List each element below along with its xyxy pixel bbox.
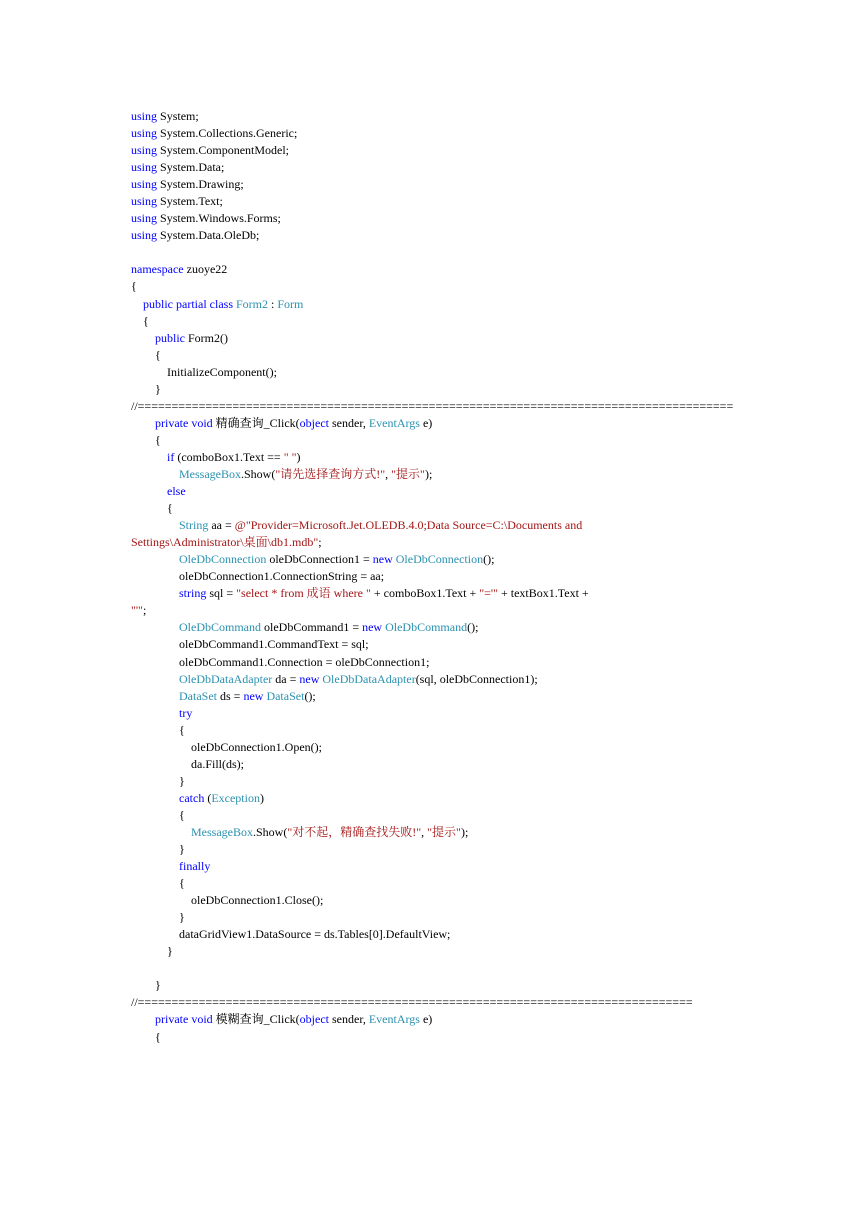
code-text: (sql, oleDbConnection1); (415, 671, 538, 686)
code-line (131, 125, 791, 142)
code-text: InitializeComponent(); (131, 364, 277, 379)
code-text: (); (467, 620, 479, 635)
code-text: oleDbCommand1.Connection = oleDbConnection1; (131, 654, 430, 669)
code-text: { (131, 313, 149, 328)
code-text: { (131, 501, 173, 516)
code-keyword: using (131, 211, 158, 226)
code-keyword: object (299, 1012, 329, 1027)
code-text: ( (204, 790, 212, 805)
code-line (131, 568, 791, 585)
code-keyword: using (131, 194, 158, 209)
code-line (131, 500, 791, 517)
code-string-literal: "select * from 成语 where " (236, 586, 371, 601)
code-text (131, 518, 179, 532)
code-text (131, 331, 155, 345)
code-type-name: EventArgs (368, 415, 420, 430)
code-text: oleDbConnection1.Open(); (131, 739, 322, 754)
code-line (131, 449, 791, 466)
code-text: ; (142, 603, 147, 618)
code-line (131, 994, 791, 1011)
code-line (131, 824, 791, 841)
code-text (131, 672, 179, 686)
code-line (131, 960, 791, 977)
code-text (131, 297, 143, 311)
code-text: sender, (329, 415, 369, 430)
code-text: System.Windows.Forms; (157, 211, 281, 226)
code-line (131, 296, 791, 313)
code-text (131, 859, 179, 873)
code-line (131, 943, 791, 960)
code-keyword: try (179, 705, 193, 720)
code-text: { (131, 876, 185, 891)
code-type-name: OleDbConnection (179, 552, 267, 567)
code-line (131, 1029, 791, 1046)
code-keyword: partial (176, 296, 207, 311)
code-type-name: DataSet (266, 688, 305, 703)
code-line (131, 551, 791, 568)
code-keyword: class (209, 296, 233, 311)
code-text: } (131, 978, 161, 993)
code-line (131, 517, 791, 534)
code-text (131, 825, 191, 839)
code-line (131, 330, 791, 347)
code-line (131, 705, 791, 722)
code-text: ) (296, 449, 301, 464)
code-line (131, 159, 791, 176)
code-keyword: if (167, 449, 175, 464)
code-keyword: using (131, 228, 158, 243)
code-text: oleDbCommand1.CommandText = sql; (131, 637, 369, 652)
code-listing (131, 108, 791, 1046)
code-text (131, 484, 167, 498)
code-keyword: new (243, 688, 264, 703)
code-type-name: OleDbCommand (385, 620, 468, 635)
code-line (131, 858, 791, 875)
code-line (131, 756, 791, 773)
code-keyword: catch (179, 790, 205, 805)
code-text: oleDbConnection1.ConnectionString = aa; (131, 569, 385, 584)
code-text: } (131, 773, 185, 788)
code-line (131, 278, 791, 295)
code-text: } (131, 910, 185, 925)
code-text: 模糊查询_Click( (212, 1012, 300, 1027)
code-text (131, 706, 179, 720)
code-string-literal: "='" (479, 586, 498, 601)
code-text: ; (318, 535, 322, 550)
code-text: //======================================================================================== (131, 398, 734, 413)
code-line (131, 347, 791, 364)
code-line (131, 1011, 791, 1028)
code-type-name: MessageBox (179, 466, 241, 481)
code-keyword: finally (179, 859, 211, 874)
code-text (131, 552, 179, 566)
code-keyword: object (299, 415, 329, 430)
code-text: } (131, 944, 173, 959)
code-line (131, 773, 791, 790)
code-text: ds = (217, 688, 244, 703)
code-string-literal: "请先选择查询方式!" (275, 466, 386, 481)
code-type-name: OleDbConnection (395, 552, 484, 567)
code-text (131, 620, 179, 634)
code-text (131, 791, 179, 805)
code-line (131, 636, 791, 653)
code-line (131, 790, 791, 807)
code-keyword: new (362, 620, 383, 635)
code-line (131, 142, 791, 159)
code-text: zuoye22 (183, 262, 228, 277)
code-string-literal: @"Provider=Microsoft.Jet.OLEDB.4.0;Data Source=C:\Documents and (234, 518, 583, 533)
code-string-literal: "提示" (391, 466, 425, 481)
code-text: oleDbConnection1 = (266, 552, 373, 567)
code-text: .Show( (241, 466, 276, 481)
code-line (131, 534, 791, 551)
code-text: + textBox1.Text + (497, 586, 589, 601)
code-line (131, 210, 791, 227)
code-text: aa = (208, 518, 235, 533)
code-keyword: namespace (131, 262, 184, 277)
code-text (131, 450, 167, 464)
code-text: e) (419, 1012, 433, 1027)
code-text (131, 1012, 155, 1026)
code-string-literal: "提示" (427, 824, 461, 839)
code-line (131, 807, 791, 824)
code-text: System.Drawing; (157, 177, 244, 192)
code-text: { (131, 1029, 161, 1044)
code-line (131, 313, 791, 330)
code-type-name: String (179, 518, 209, 533)
code-line (131, 977, 791, 994)
code-text: System.ComponentModel; (157, 143, 290, 158)
code-text: { (131, 432, 161, 447)
code-type-name: OleDbDataAdapter (179, 671, 273, 686)
code-keyword: private (155, 1012, 189, 1027)
code-text: { (131, 807, 185, 822)
code-type-name: Form2 (235, 296, 268, 311)
code-text: 精确查询_Click( (212, 415, 300, 430)
code-text: , (385, 466, 392, 481)
code-text: ); (460, 824, 469, 839)
code-text: ) (259, 790, 264, 805)
code-line (131, 585, 791, 602)
code-keyword: using (131, 126, 158, 141)
code-text: (); (483, 552, 495, 567)
code-text: oleDbCommand1 = (261, 620, 363, 635)
code-keyword: else (167, 484, 186, 499)
code-line (131, 176, 791, 193)
code-type-name: OleDbDataAdapter (322, 671, 416, 686)
code-keyword: using (131, 160, 158, 175)
code-line (131, 483, 791, 500)
code-line (131, 466, 791, 483)
code-line (131, 875, 791, 892)
code-type-name: Form (277, 296, 304, 311)
code-text: } (131, 381, 161, 396)
code-keyword: using (131, 143, 158, 158)
code-text: Form2() (185, 330, 228, 345)
code-text: ); (424, 466, 433, 481)
code-type-name: Exception (211, 790, 260, 805)
code-line (131, 654, 791, 671)
code-text: .Show( (253, 824, 288, 839)
code-text (131, 416, 155, 430)
code-line (131, 108, 791, 125)
code-text: System.Data.OleDb; (157, 228, 260, 243)
code-line (131, 244, 791, 261)
code-text: System.Collections.Generic; (157, 126, 298, 141)
code-line (131, 841, 791, 858)
code-type-name: EventArgs (368, 1012, 420, 1027)
code-text: : (268, 296, 278, 311)
code-text: e) (419, 415, 433, 430)
code-line (131, 415, 791, 432)
code-type-name: DataSet (179, 688, 217, 703)
code-text: System.Text; (157, 194, 223, 209)
code-line (131, 602, 791, 619)
code-line (131, 398, 791, 415)
code-text: { (131, 347, 161, 362)
code-text: da = (272, 671, 300, 686)
code-line (131, 671, 791, 688)
code-type-name: MessageBox (191, 824, 253, 839)
code-keyword: public (143, 296, 173, 311)
code-line (131, 193, 791, 210)
code-keyword: string (179, 586, 207, 601)
code-string-literal: " " (283, 449, 297, 464)
code-text: { (131, 722, 185, 737)
code-text: (comboBox1.Text == (174, 449, 284, 464)
code-text: , (421, 824, 428, 839)
code-text: (); (304, 688, 316, 703)
code-keyword: void (191, 1012, 213, 1027)
code-text: { (131, 279, 137, 294)
code-keyword: new (299, 671, 320, 686)
code-keyword: using (131, 177, 158, 192)
code-line (131, 909, 791, 926)
code-string-literal: "'" (131, 603, 143, 618)
code-string-literal: "对不起，精确查找失败!" (287, 824, 422, 839)
code-keyword: new (372, 552, 393, 567)
code-line (131, 739, 791, 756)
code-text: oleDbConnection1.Close(); (131, 893, 324, 908)
code-type-name: OleDbCommand (179, 620, 261, 635)
code-line (131, 892, 791, 909)
code-text: + comboBox1.Text + (370, 586, 480, 601)
code-text (131, 586, 179, 600)
code-string-literal: Settings\Administrator\桌面\db1.mdb" (131, 535, 319, 550)
code-line (131, 619, 791, 636)
code-line (131, 722, 791, 739)
code-text: dataGridView1.DataSource = ds.Tables[0].DefaultView; (131, 927, 451, 942)
code-text: da.Fill(ds); (131, 756, 244, 771)
code-text (131, 467, 179, 481)
code-line (131, 261, 791, 278)
code-text: System.Data; (157, 160, 225, 175)
code-line (131, 688, 791, 705)
code-text: //================================================================================== (131, 995, 693, 1010)
code-text: sql = (206, 586, 237, 601)
code-line (131, 432, 791, 449)
code-text (131, 689, 179, 703)
code-keyword: public (155, 330, 185, 345)
code-line (131, 926, 791, 943)
code-line (131, 364, 791, 381)
code-keyword: void (191, 415, 213, 430)
code-line (131, 381, 791, 398)
code-line (131, 227, 791, 244)
code-text: sender, (329, 1012, 369, 1027)
code-keyword: using (131, 109, 158, 123)
code-text: } (131, 842, 185, 857)
code-text: System; (157, 109, 199, 123)
code-keyword: private (155, 415, 189, 430)
